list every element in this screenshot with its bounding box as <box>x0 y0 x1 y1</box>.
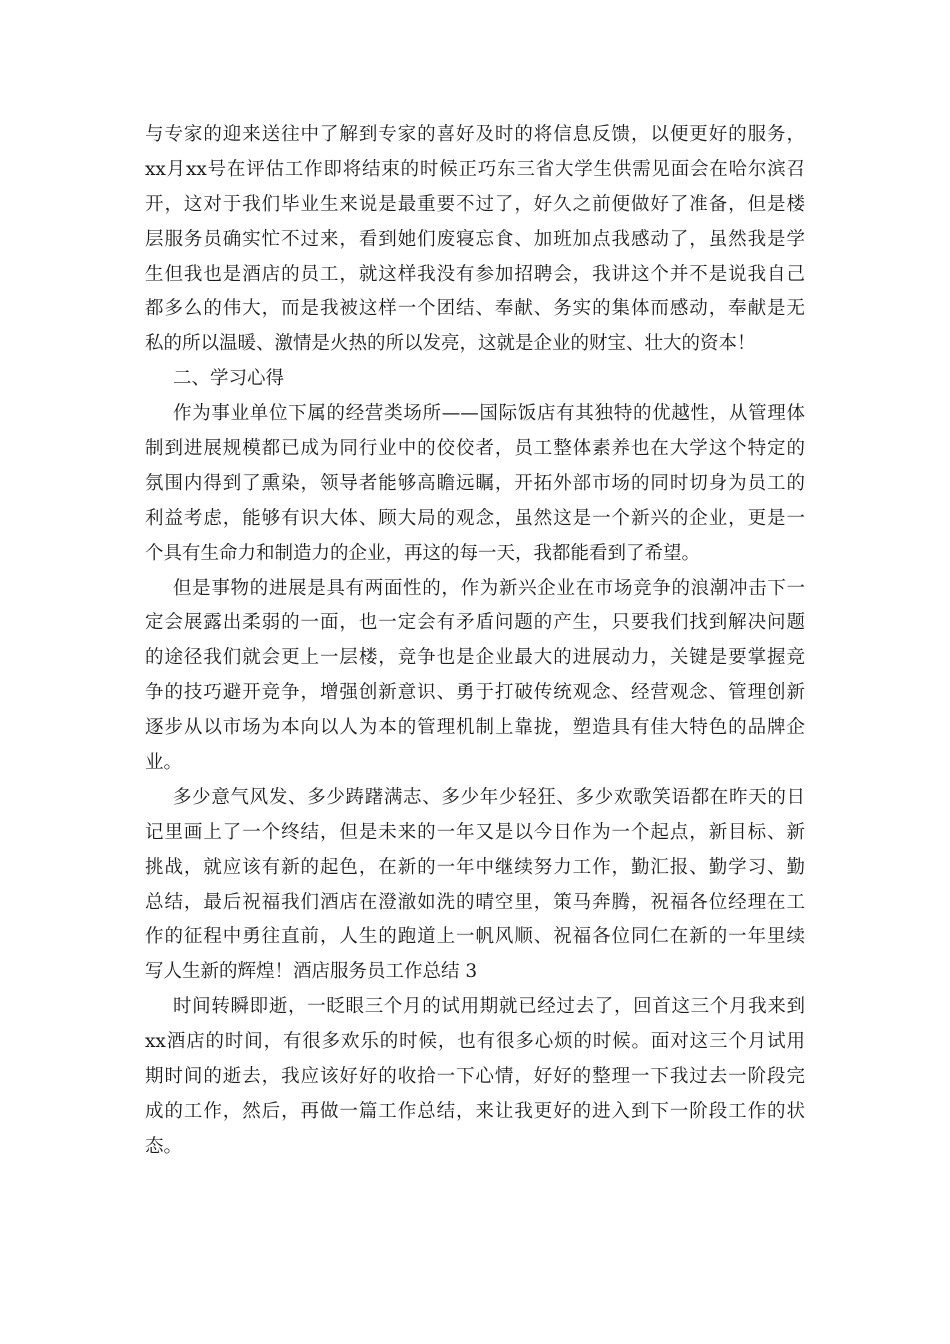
text-line: 的途径我们就会更上一层楼，竞争也是企业最大的进展动力，关键是要掌握竞 <box>145 647 805 669</box>
text-line: 层服务员确实忙不过来，看到她们废寝忘食、加班加点我感动了，虽然我是学 <box>145 228 805 250</box>
text-line: 写人生新的辉煌！酒店服务员工作总结 3 <box>145 961 478 983</box>
text-line: 多少意气风发、多少踌躇满志、多少年少轻狂、多少欢歌笑语都在昨天的日 <box>173 786 805 808</box>
text-line: 私的所以温暖、激情是火热的所以发亮，这就是企业的财宝、壮大的资本！ <box>145 333 756 355</box>
text-line: 制到进展规模都已成为同行业中的佼佼者，员工整体素养也在大学这个特定的 <box>145 438 805 460</box>
text-line: 利益考虑，能够有识大体、顾大局的观念，虽然这是一个新兴的企业，更是一 <box>145 507 805 529</box>
text-line: 逐步从以市场为本向以人为本的管理机制上靠拢，塑造具有佳大特色的品牌企 <box>145 717 805 739</box>
text-line: 成的工作，然后，再做一篇工作总结，来让我更好的进入到下一阶段工作的状 <box>145 1100 805 1122</box>
text-line: xx月xx号在评估工作即将结束的时候正巧东三省大学生供需见面会在哈尔滨召 <box>145 158 805 180</box>
text-line: 记里画上了一个终结，但是未来的一年又是以今日作为一个起点，新目标、新 <box>145 821 805 843</box>
document-page <box>145 118 805 1165</box>
text-line: 争的技巧避开竞争，增强创新意识、勇于打破传统观念、经营观念、管理创新 <box>145 682 805 704</box>
text-line: 总结，最后祝福我们酒店在澄澈如洗的晴空里，策马奔腾，祝福各位经理在工 <box>145 891 805 913</box>
text-line: 都多么的伟大，而是我被这样一个团结、奉献、务实的集体而感动，奉献是无 <box>145 298 805 320</box>
text-line: 氛围内得到了熏染，领导者能够高瞻远瞩，开拓外部市场的同时切身为员工的 <box>145 472 805 494</box>
text-line: 作的征程中勇往直前，人生的跑道上一帆风顺、祝福各位同仁在新的一年里续 <box>145 926 805 948</box>
text-line: 二、学习心得 <box>173 368 285 390</box>
text-line: 作为事业单位下属的经营类场所——国际饭店有其独特的优越性，从管理体 <box>173 403 805 425</box>
text-line: 与专家的迎来送往中了解到专家的喜好及时的将信息反馈，以便更好的服务， <box>145 124 805 145</box>
text-line: 开，这对于我们毕业生来说是最重要不过了，好久之前便做好了准备，但是楼 <box>145 193 805 215</box>
text-line: 态。 <box>145 1135 183 1157</box>
text-line: 个具有生命力和制造力的企业，再这的每一天，我都能看到了希望。 <box>145 542 701 564</box>
text-line: 业。 <box>145 752 183 774</box>
text-line: 期时间的逝去，我应该好好的收拾一下心情，好好的整理一下我过去一阶段完 <box>145 1066 805 1088</box>
text-line: 但是事物的进展是具有两面性的，作为新兴企业在市场竞争的浪潮冲击下一 <box>173 577 805 599</box>
text-line: 定会展露出柔弱的一面，也一定会有矛盾问题的产生，只要我们找到解决问题 <box>145 612 805 634</box>
text-line: 生但我也是酒店的员工，就这样我没有参加招聘会，我讲这个并不是说我自己 <box>145 263 805 285</box>
text-line: 时间转瞬即逝，一眨眼三个月的试用期就已经过去了，回首这三个月我来到 <box>173 996 805 1018</box>
text-line: xx酒店的时间，有很多欢乐的时候，也有很多心烦的时候。面对这三个月试用 <box>145 1031 805 1053</box>
text-line: 挑战，就应该有新的起色，在新的一年中继续努力工作，勤汇报、勤学习、勤 <box>145 856 805 878</box>
